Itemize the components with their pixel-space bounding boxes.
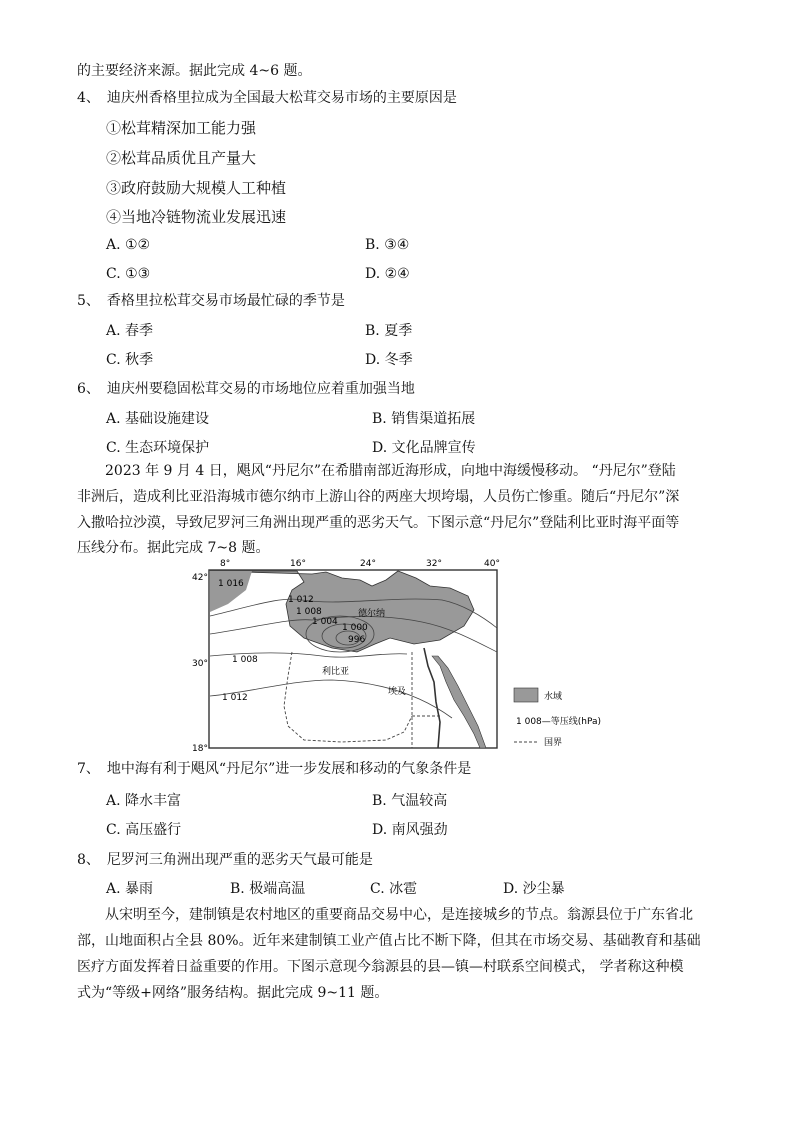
place-derna: 德尔纳: [358, 609, 386, 619]
passage3-line-4: 式为“等级+网络”服务结构。据此完成 9~11 题。: [77, 985, 389, 1001]
lat-label-42: 42°: [192, 573, 208, 583]
legend-water-swatch: [514, 688, 538, 702]
lon-label-24: 24°: [360, 559, 376, 569]
lon-label-8: 8°: [220, 559, 231, 569]
lat-label-18: 18°: [192, 744, 208, 754]
isobar-label-1016: 1 016: [218, 579, 244, 589]
legend-water-label: 水域: [544, 692, 563, 702]
q8-option-a[interactable]: A. 暴雨: [106, 881, 154, 897]
question-7-stem: 7、 地中海有利于飓风“丹尼尔”进一步发展和移动的气象条件是: [77, 761, 472, 777]
intro-tail: 的主要经济来源。据此完成 4~6 题。: [77, 63, 312, 79]
q7-option-b[interactable]: B. 气温较高: [372, 793, 448, 809]
isobar-label-1008a: 1 008: [296, 607, 322, 617]
q4-item-2: ②松茸品质优且产量大: [106, 149, 257, 167]
lon-label-32: 32°: [426, 559, 442, 569]
lon-label-40: 40°: [484, 559, 500, 569]
q4-option-c[interactable]: C. ①③: [106, 266, 151, 282]
q4-item-4: ④当地冷链物流业发展迅速: [106, 208, 287, 226]
question-6-stem: 6、 迪庆州要稳固松茸交易的市场地位应着重加强当地: [77, 381, 415, 397]
passage3-line-2: 部，山地面积占全县 80%。近年来建制镇工业产值占比不断下降，但其在市场交易、基础教育和基础: [77, 933, 701, 949]
q4-item-3: ③政府鼓励大规模人工种植: [106, 179, 287, 197]
place-egypt: 埃及: [388, 687, 407, 697]
question-8-stem: 8、 尼罗河三角洲出现严重的恶劣天气最可能是: [77, 852, 373, 868]
q5-option-c[interactable]: C. 秋季: [106, 352, 154, 368]
q4-option-d[interactable]: D. ②④: [365, 266, 410, 282]
passage3-line-1: 从宋明至今，建制镇是农村地区的重要商品交易中心，是连接城乡的节点。翁源县位于广东省北: [77, 907, 693, 923]
q7-option-c[interactable]: C. 高压盛行: [106, 822, 182, 838]
q4-option-a[interactable]: A. ①②: [106, 237, 151, 253]
q6-option-c[interactable]: C. 生态环境保护: [106, 440, 210, 456]
q7-option-a[interactable]: A. 降水丰富: [106, 793, 182, 809]
isobar-map: [192, 556, 622, 754]
lat-label-30: 30°: [192, 659, 208, 669]
isobar-label-996: 996: [348, 635, 366, 645]
passage2-line-1: 2023 年 9 月 4 日，飓风“丹尼尔”在希腊南部近海形成，向地中海缓慢移动。 “丹尼尔”登陆: [77, 463, 676, 479]
place-libya: 利比亚: [322, 667, 350, 677]
q6-option-a[interactable]: A. 基础设施建设: [106, 411, 210, 427]
passage2-line-2: 非洲后，造成利比亚沿海城市德尔纳市上游山谷的两座大坝垮塌，人员伤亡惨重。随后“丹尼尔”深: [77, 489, 680, 505]
question-5-stem: 5、 香格里拉松茸交易市场最忙碌的季节是: [77, 293, 345, 309]
passage2-line-3: 入撒哈拉沙漠，导致尼罗河三角洲出现严重的恶劣天气。下图示意“丹尼尔”登陆利比亚时海平面等: [77, 515, 680, 531]
passage3-line-3: 医疗方面发挥着日益重要的作用。下图示意现今翁源县的县—镇—村联系空间模式， 学者称这种模: [77, 959, 684, 975]
isobar-label-1012a: 1 012: [288, 595, 314, 605]
legend-isobar-label: 1 008—等压线(hPa): [516, 717, 602, 727]
isobar-label-1008b: 1 008: [232, 655, 258, 665]
q5-option-a[interactable]: A. 春季: [106, 323, 154, 339]
lon-label-16: 16°: [290, 559, 306, 569]
isobar-label-1000: 1 000: [342, 623, 368, 633]
legend-border-label: 国界: [544, 738, 563, 748]
q6-option-d[interactable]: D. 文化品牌宣传: [372, 440, 476, 456]
q7-option-d[interactable]: D. 南风强劲: [372, 822, 448, 838]
passage2-line-4: 压线分布。据此完成 7~8 题。: [77, 540, 270, 556]
q4-option-b[interactable]: B. ③④: [365, 237, 410, 253]
q4-item-1: ①松茸精深加工能力强: [106, 119, 257, 137]
isobar-label-1012b: 1 012: [222, 693, 248, 703]
question-4-stem: 4、 迪庆州香格里拉成为全国最大松茸交易市场的主要原因是: [77, 90, 457, 106]
q8-option-d[interactable]: D. 沙尘暴: [503, 881, 565, 897]
isobar-label-1004: 1 004: [312, 617, 338, 627]
q8-option-b[interactable]: B. 极端高温: [230, 881, 306, 897]
q8-option-c[interactable]: C. 冰雹: [370, 881, 418, 897]
q6-option-b[interactable]: B. 销售渠道拓展: [372, 411, 476, 427]
q5-option-b[interactable]: B. 夏季: [365, 323, 413, 339]
q5-option-d[interactable]: D. 冬季: [365, 352, 413, 368]
